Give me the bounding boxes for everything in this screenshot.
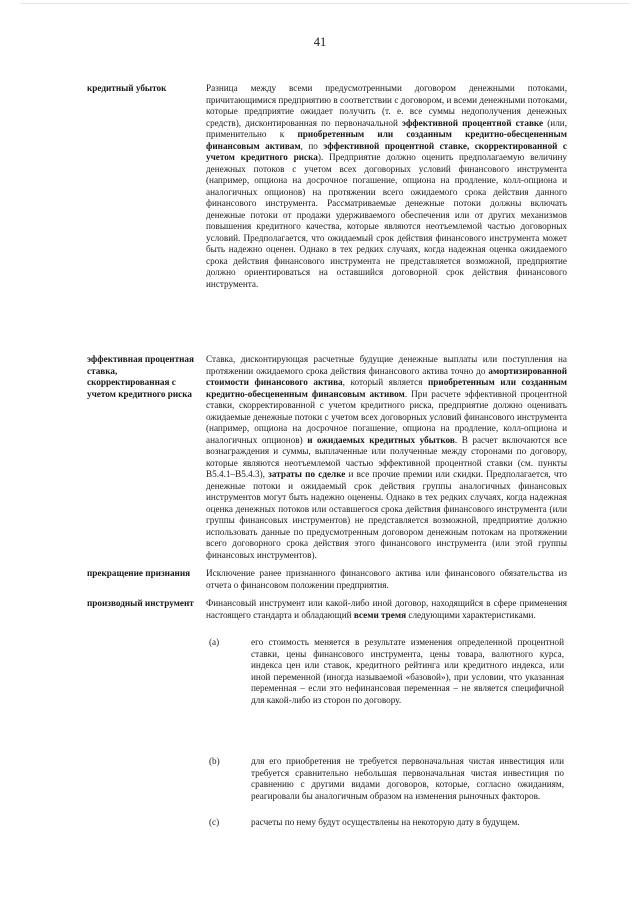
definition-text: следующими характеристиками. [406,609,536,620]
defined-term-reference: всеми тремя [353,609,407,620]
glossary-definition [206,568,567,591]
glossary-term: эффективная процентная ставка, скорректированная с учетом кредитного риска [87,354,194,399]
glossary-term: кредитный убыток [87,83,167,93]
definition-text: и все прочие премии или скидки. Предполагается, что денежные потоки и ожидаемый срок действия группы аналогичных финансовых инструментов могут быть надежно оценены. Однако в тех редких случаях, когда надежная оценка денежных потоков или оставшегося срока действия финансового инструмента (или группы финансовых инструментов) не представляется возможной, предприятие должно использовать данные по предусмотренным договором денежным потокам на протяжении всего договорного срока действия этого финансового инструмента (или этой группы финансовых инструментов). [206,469,567,560]
defined-term-reference: эффективной процентной ставке [402,117,544,128]
definition-text: . В расчет включаются все вознаграждения и суммы, выплаченные или полученные между сторонами по договору, которые являются неотъемлемой частью эффективной процентной ставки (см. пункты B5.4.1–B5.4.3), [206,434,567,479]
list-item-label: (a) [209,637,220,647]
glossary-entry-derivative [87,598,567,621]
list-item-label: (c) [209,817,220,827]
list-item-text: для его приобретения не требуется первоначальная чистая инвестиция или требуется сравнительно небольшая первоначальная чистая инвестиция по сравнению с другими видами договоров, которые, согласно ожиданиям, реагировали бы аналогичным образом на изменения рыночных факторов. [251,756,564,801]
definition-text: . При расчете эффективной процентной ставки, скорректированной с учетом кредитного риска, предприятие должно оценивать ожидаемые денежные потоки с учетом всех договорных условий финансового инструмента (например, опциона на досрочное погашение, опциона на продление, колл-опциона и аналогичных опционов) [206,388,567,445]
glossary-term: производный инструмент [87,598,194,608]
definition-text: , который является [342,377,429,387]
list-item [207,817,567,829]
glossary-entry-derecognition [87,568,567,591]
glossary-definition [206,354,567,561]
list-item [207,637,567,706]
list-item-text: расчеты по нему будут осуществлены на некоторую дату в будущем. [251,817,520,827]
list-item-text: его стоимость меняется в результате изменения определенной процентной ставки, цены финансового инструмента, цены товара, валютного курса, индекса цен или ставок, кредитного рейтинга или кредитного индекса, или иной переменной (иногда называемой «базовой»), при условии, что указанная переменная – если это нефинансовая переменная – не является специфичной для какой-либо из сторон по договору. [251,637,564,705]
definition-text: , по [300,140,324,151]
glossary-entry-credit-loss [87,83,567,290]
definition-text: ). Предприятие должно оценить предполагаемую величину денежных потоков с учетом всех договорных условий финансового инструмента (например, опциона на досрочное погашение, опциона на продление, колл-опциона и аналогичных опционов) на протяжении всего ожидаемого срока действия данного финансового инструмента. Рассматриваемые денежные потоки должны включать денежные потоки от продажи удерживаемого обеспечения или от других механизмов повышения кредитного качества, которые являются неотъемлемой частью договорных условий. Предполагается, что ожидаемый срок действия финансового инструмента может быть надежно оценен. Однако в тех редких случаях, когда надежная оценка ожидаемого срока действия финансового инструмента не представляется возможной, предприятие должно ориентироваться на оставшийся договорной срок действия финансового инструмента. [206,152,568,289]
definition-text: Исключение ранее признанного финансового актива или финансового обязательства из отчета о финансовом положении предприятия. [206,568,567,590]
defined-term-reference: эффективной процентной ставке, скорректированной с учетом кредитного риска [206,140,567,162]
defined-term-reference: приобретенным или созданным кредитно-обесцененным финансовым активам [206,129,567,151]
page-number: 41 [313,35,327,49]
defined-term-reference: затраты по сделке [268,469,346,479]
definition-text: (или, применительно к [206,117,567,139]
glossary-entry-credit-adjusted-eir [87,354,567,561]
glossary-term: прекращение признания [87,568,191,578]
scan-top-edge [20,3,630,4]
list-item-label: (b) [209,756,220,766]
definition-text: Финансовый инструмент или какой-либо иной договор, находящийся в сфере применения настоящего стандарта и обладающий [206,598,567,620]
glossary-definition [206,598,567,621]
defined-term-reference: приобретенным или созданным кредитно-обесцененным финансовым активом [206,377,568,399]
definition-text: Ставка, дисконтирующая расчетные будущие денежные выплаты или поступления на протяжении ожидаемого срока действия финансового актива точно до [206,354,567,376]
glossary-definition [206,83,567,290]
list-item [207,756,567,802]
defined-term-reference: и ожидаемых кредитных убытков [307,434,455,445]
definition-text: Разница между всеми предусмотренными договором денежными потоками, причитающимися предприятию в соответствии с договором, и всеми денежными потоками, которые предприятие ожидает получить (т. е. все суммы недополучения денежных средств), дисконтированная по первоначальной [206,83,567,128]
defined-term-reference: амортизированной стоимости финансового актива [206,365,567,387]
